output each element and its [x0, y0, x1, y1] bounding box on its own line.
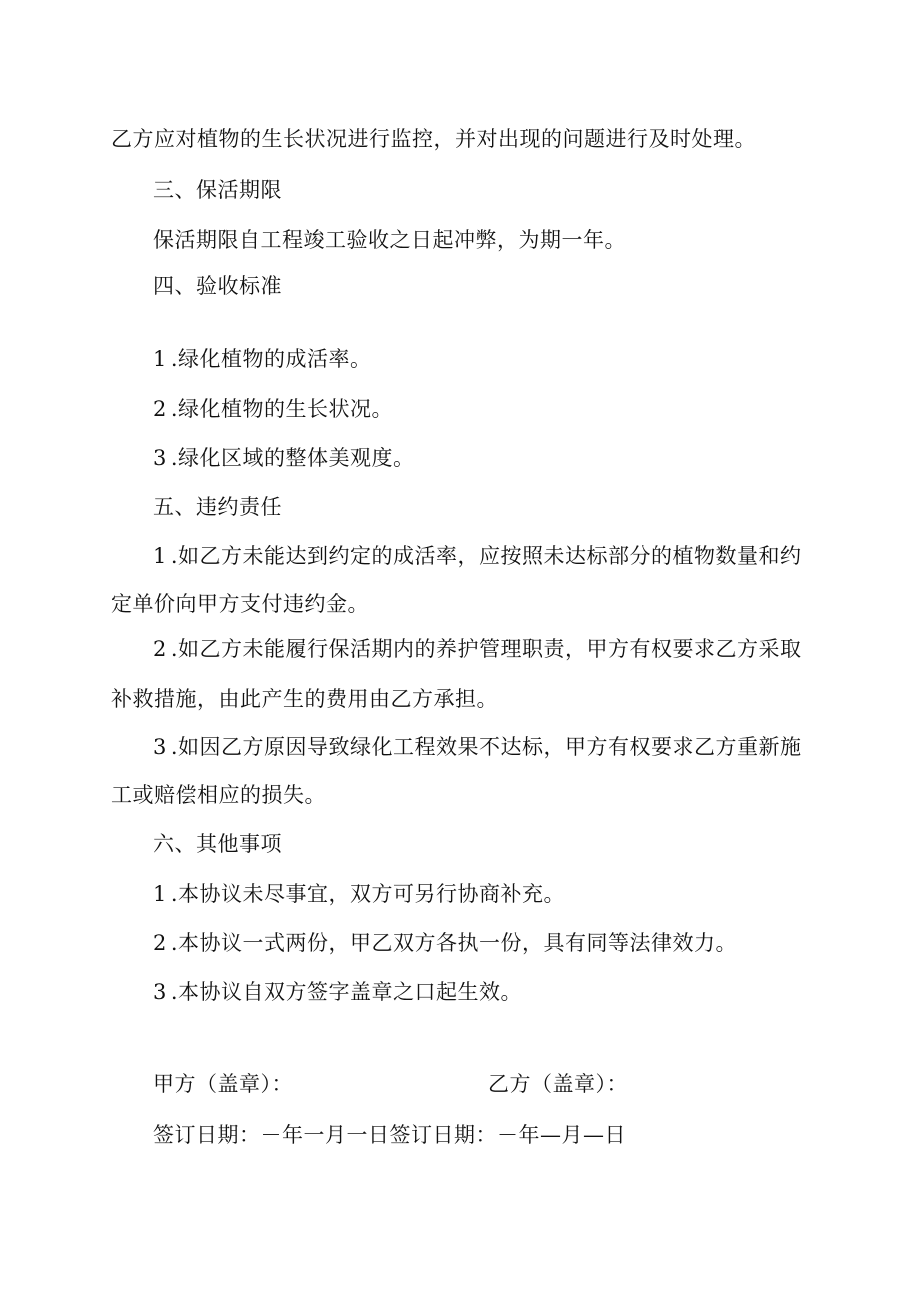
section-3-text: 保活期限自工程竣工验收之日起冲弊，为期一年。: [153, 228, 626, 252]
intro-line: 乙方应对植物的生长状况进行监控，并对出现的问题进行及时处理。: [111, 127, 756, 151]
party-b-seal-label: 乙方（盖章）：: [488, 1072, 628, 1096]
item-continuation: 定单价向甲方支付违约金。: [111, 592, 369, 616]
section-6-heading: 六、其他事项: [153, 832, 282, 856]
item-text: .绿化植物的成活率。: [170, 347, 372, 371]
item-number: 3: [153, 735, 167, 759]
party-a-seal-label: 甲方（盖章）：: [153, 1072, 293, 1096]
list-item: [153, 928, 737, 958]
item-number: 1: [153, 882, 167, 906]
item-text: .本协议未尽事宜，双方可另行协商补充。: [170, 882, 566, 906]
list-item: [153, 977, 522, 1007]
list-item: [153, 879, 565, 909]
list-item: [153, 344, 372, 374]
item-text: .如乙方未能达到约定的成活率，应按照未达标部分的植物数量和约: [170, 544, 802, 568]
list-item: [153, 541, 802, 571]
item-text: .绿化植物的生长状况。: [170, 397, 394, 421]
section-4-heading: 四、验收标准: [153, 274, 282, 298]
list-item: [153, 634, 802, 664]
signature-row: [153, 1069, 793, 1099]
item-number: 1: [153, 347, 167, 371]
item-text: .如因乙方原因导致绿化工程效果不达标，甲方有权要求乙方重新施: [170, 735, 802, 759]
item-text: .绿化区域的整体美观度。: [170, 446, 415, 470]
item-number: 3: [153, 446, 167, 470]
item-text: .本协议一式两份，甲乙双方各执一份，具有同等法律效力。: [170, 931, 738, 955]
item-continuation: 补救措施，由此产生的费用由乙方承担。: [111, 687, 498, 711]
list-item: [153, 732, 802, 762]
item-text: .本协议自双方签字盖章之口起生效。: [170, 980, 523, 1004]
item-number: 2: [153, 931, 167, 955]
list-item: [153, 443, 415, 473]
item-number: 3: [153, 980, 167, 1004]
item-continuation: 工或赔偿相应的损失。: [111, 783, 326, 807]
signing-date-line: 签订日期：－年一月一日签订日期：－年—月—日: [153, 1123, 626, 1147]
item-number: 1: [153, 544, 167, 568]
item-number: 2: [153, 397, 167, 421]
section-5-heading: 五、违约责任: [153, 495, 282, 519]
list-item: [153, 394, 393, 424]
item-text: .如乙方未能履行保活期内的养护管理职责，甲方有权要求乙方采取: [170, 637, 802, 661]
section-3-heading: 三、保活期限: [153, 178, 282, 202]
item-number: 2: [153, 637, 167, 661]
